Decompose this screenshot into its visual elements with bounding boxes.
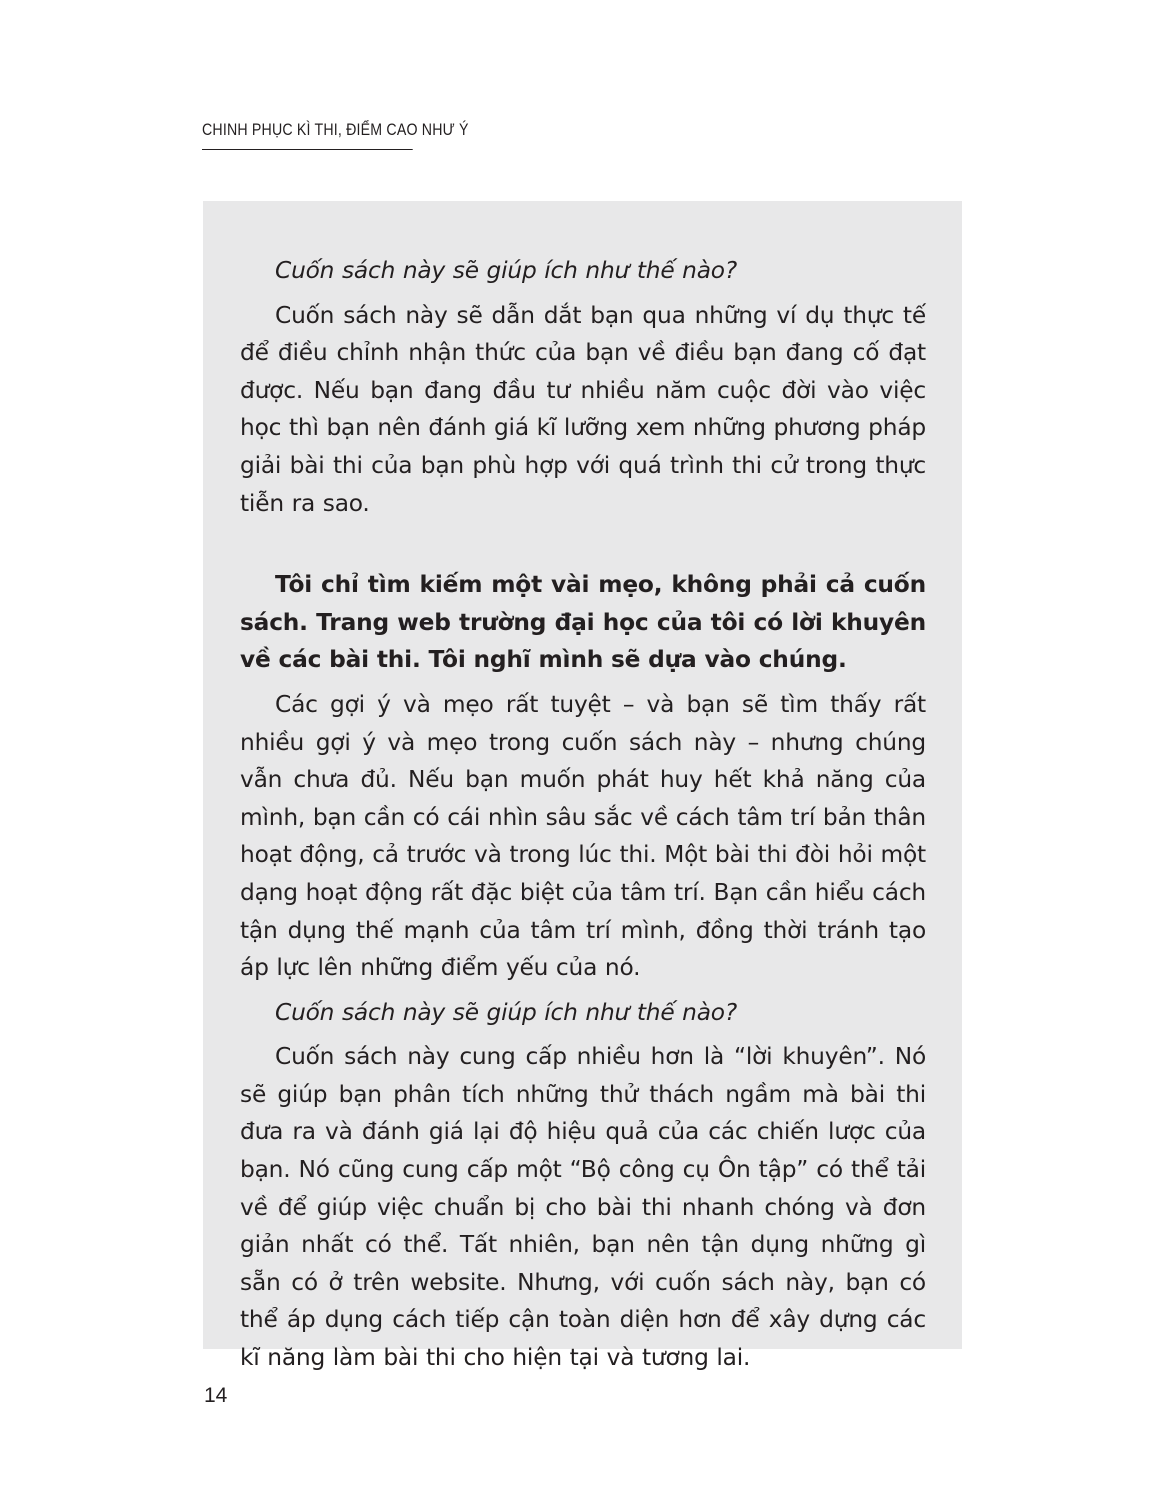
question-heading: Cuốn sách này sẽ giúp ích như thế nào?	[275, 257, 738, 284]
page-number: 14	[204, 1384, 228, 1407]
bold-question-heading: Tôi chỉ tìm kiếm một vài mẹo, không phải cả cuốn sách. Trang web trường đại học của tôi có lời khuyên về các bài thi. Tôi nghĩ mình sẽ dựa vào chúng.	[240, 571, 926, 674]
question-heading: Cuốn sách này sẽ giúp ích như thế nào?	[275, 998, 738, 1026]
shaded-text-box	[203, 201, 962, 1372]
body-paragraph: Cuốn sách này sẽ dẫn dắt bạn qua những ví dụ thực tế để điều chỉnh nhận thức của bạn về điều bạn đang cố đạt được. Nếu bạn đang đầu tư nhiều năm cuộc đời vào việc học thì bạn nên đánh giá kĩ lưỡng xem những phương pháp giải bài thi của bạn phù hợp với quá trình thi cử trong thực tiễn ra sao.	[240, 301, 926, 517]
body-paragraph: Cuốn sách này cung cấp nhiều hơn là “lời khuyên”. Nó sẽ giúp bạn phân tích những thử thách ngầm mà bài thi đưa ra và đánh giá lại độ hiệu quả của các chiến lược của bạn. Nó cũng cung cấp một “Bộ công cụ Ôn tập” có thể tải về để giúp việc chuẩn bị cho bài thi nhanh chóng và đơn giản nhất có thể. Tất nhiên, bạn nên tận dụng những gì sẵn có ở trên website. Nhưng, với cuốn sách này, bạn có thể áp dụng cách tiếp cận toàn diện hơn để xây dựng các kĩ năng làm bài thi cho hiện tại và tương lai.	[240, 1043, 926, 1372]
body-paragraph: Các gợi ý và mẹo rất tuyệt – và bạn sẽ tìm thấy rất nhiều gợi ý và mẹo trong cuốn sách này – nhưng chúng vẫn chưa đủ. Nếu bạn muốn phát huy hết khả năng của mình, bạn cần có cái nhìn sâu sắc về cách tâm trí bản thân hoạt động, cả trước và trong lúc thi. Một bài thi đòi hỏi một dạng hoạt động rất đặc biệt của tâm trí. Bạn cần hiểu cách tận dụng thế mạnh của tâm trí mình, đồng thời tránh tạo áp lực lên những điểm yếu của nó.	[240, 690, 926, 982]
running-header: CHINH PHỤC KÌ THI, ĐIỂM CAO NHƯ Ý	[202, 121, 413, 150]
